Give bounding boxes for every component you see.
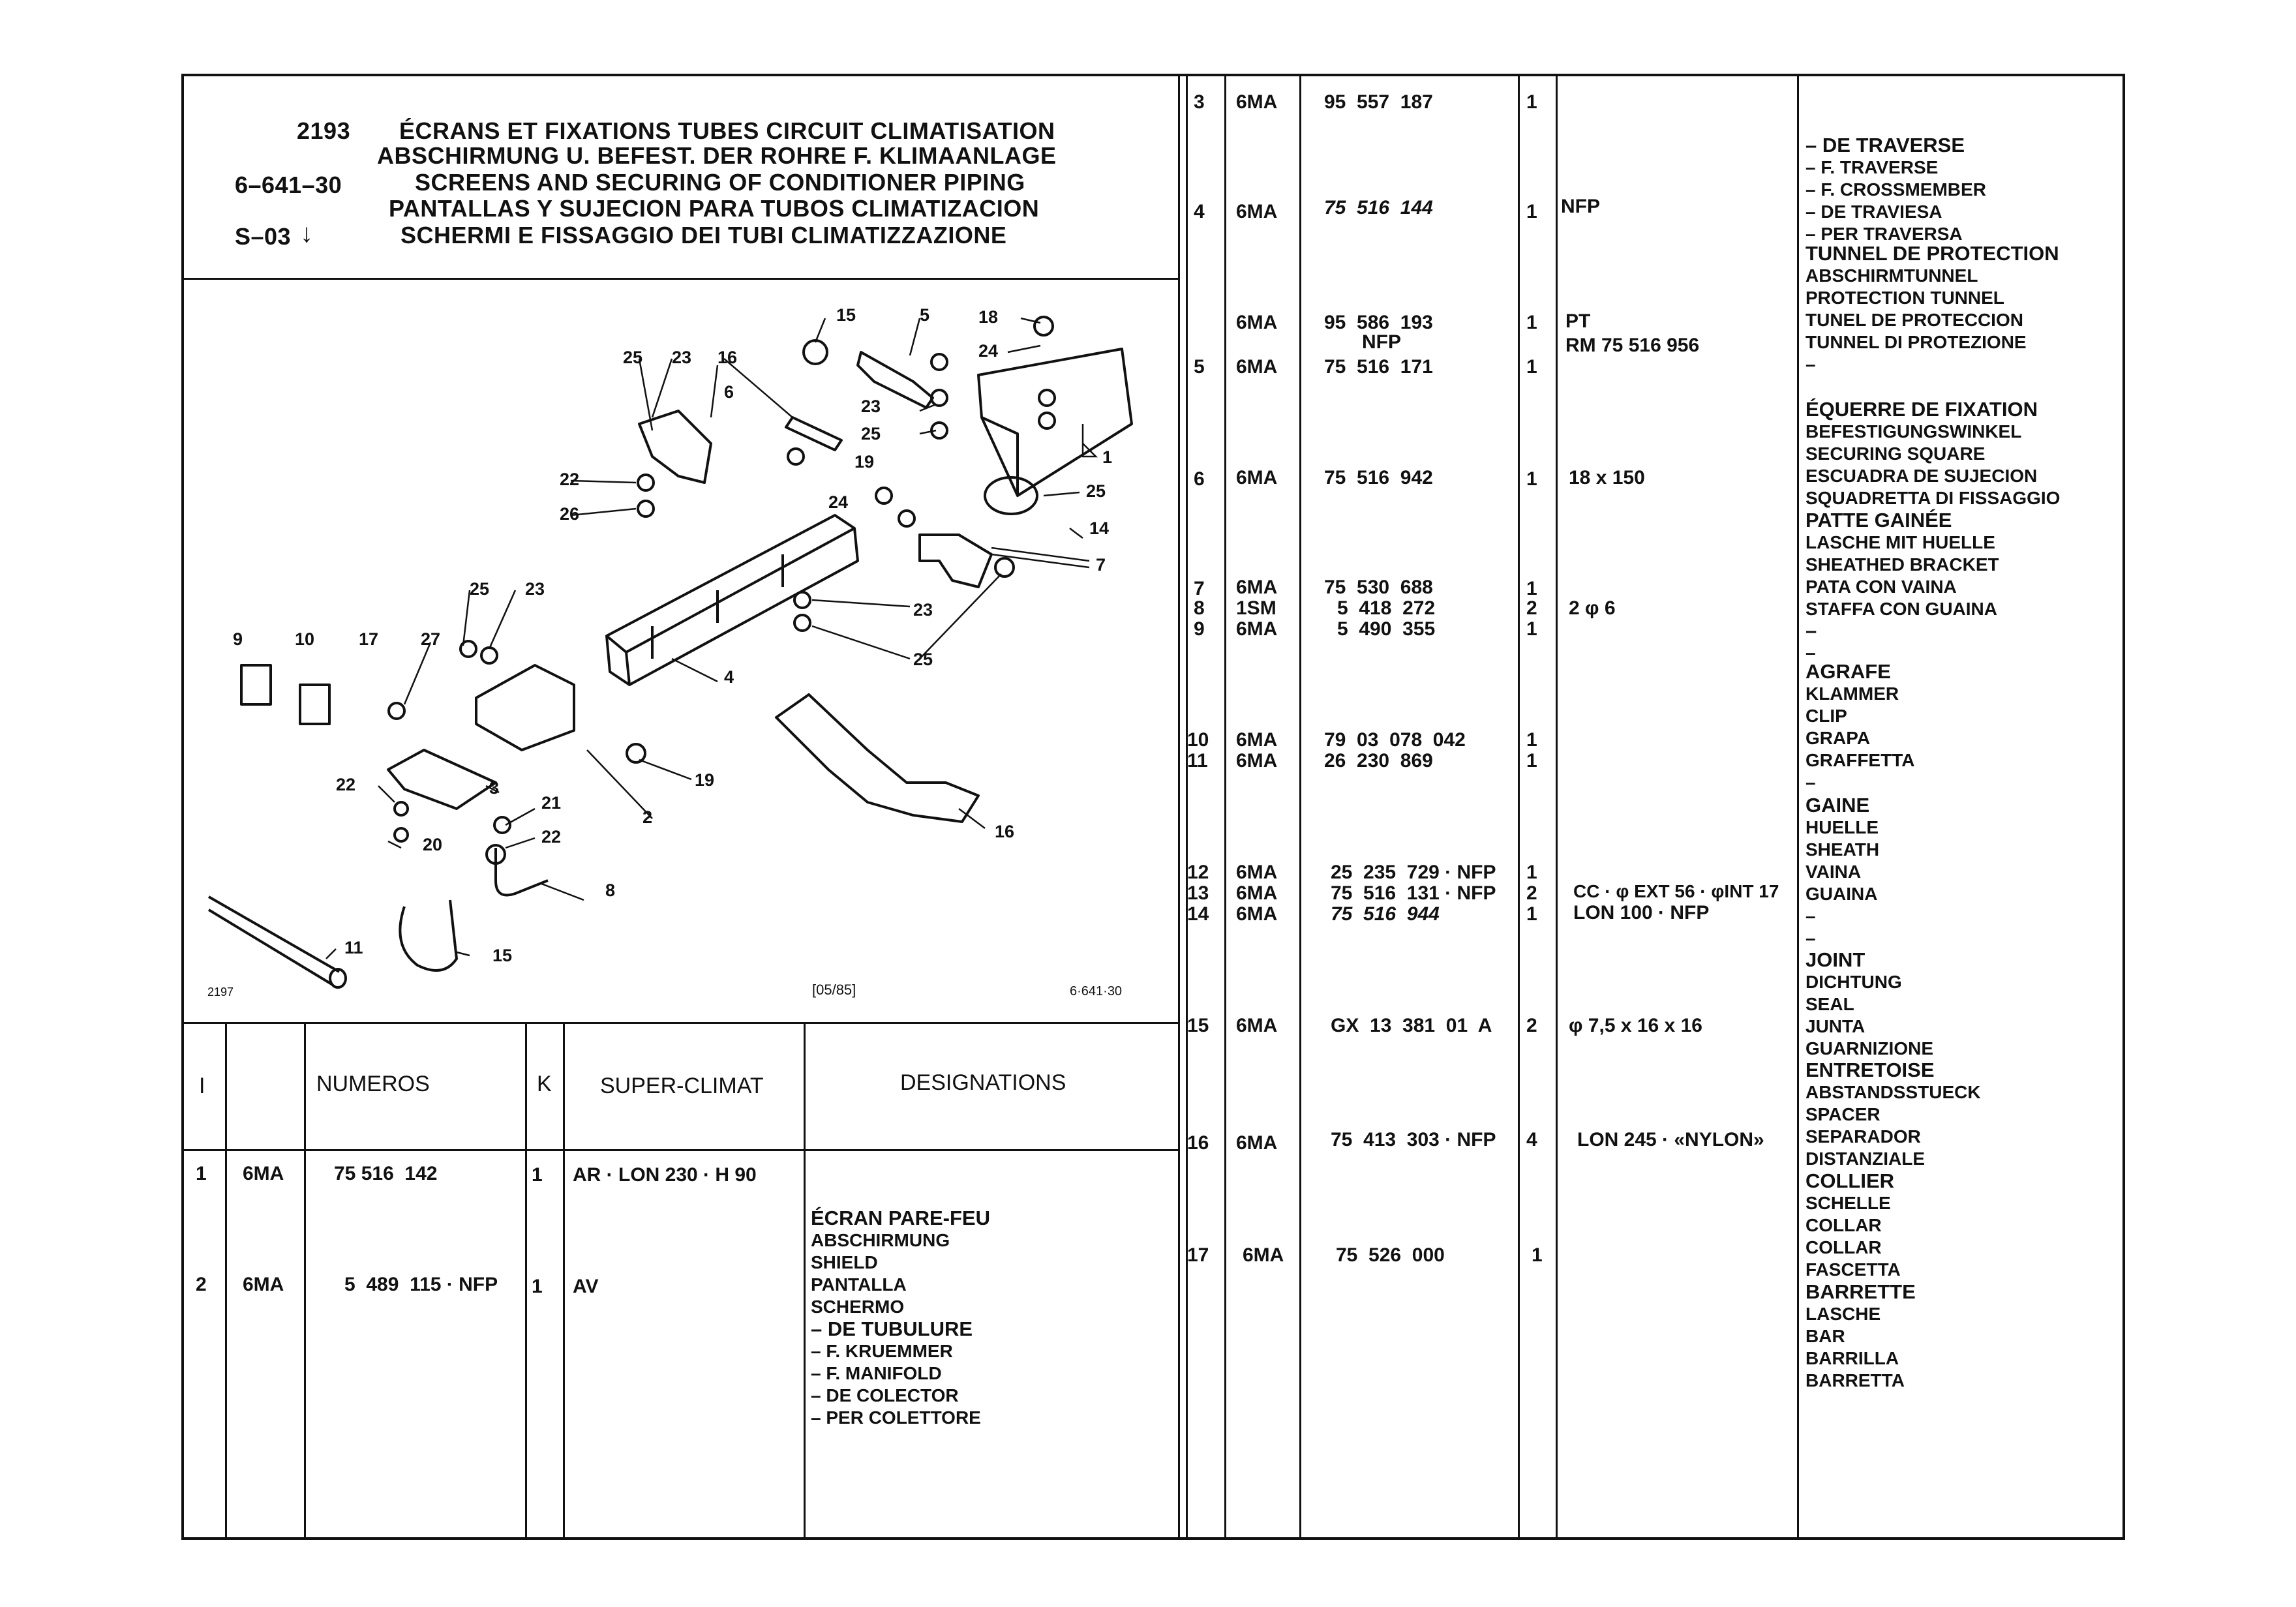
right-designation-tunnel: TUNNEL DE PROTECTION ABSCHIRMTUNNEL PROTECTION TUNNEL TUNEL DE PROTECCION TUNNEL DI PROTEZIONE –: [1805, 242, 2059, 374]
ref-code: 6–641–30: [235, 172, 342, 198]
callout-4: 4: [724, 667, 734, 687]
right-row-number: GX 13 381 01 A: [1331, 1015, 1492, 1036]
right-designation-dash-7: – –: [1805, 619, 1817, 663]
right-designation-agrafe: AGRAFE KLAMMER CLIP GRAPA GRAFFETTA –: [1805, 660, 1915, 792]
callout-23-c: 23: [525, 579, 545, 599]
right-row-qty: 1: [1526, 201, 1537, 222]
callout-23-d: 23: [913, 600, 933, 620]
callout-10: 10: [295, 629, 315, 649]
right-row-qty: 2: [1526, 1015, 1537, 1036]
right-row-family: 6MA: [1236, 467, 1278, 488]
right-row-number: 25 235 729 · NFP: [1331, 862, 1496, 883]
left-row-idx: 2: [196, 1274, 207, 1295]
callout-19-b: 19: [695, 770, 715, 790]
right-row-qty: 1: [1526, 862, 1537, 883]
left-row-number: 5 489 115 · NFP: [344, 1274, 498, 1295]
callout-3: 3: [489, 778, 500, 798]
callout-23-b: 23: [861, 397, 881, 416]
right-row-idx: 6: [1194, 468, 1205, 490]
right-row-qty: 1: [1526, 618, 1537, 640]
right-row-number: 75 530 688: [1324, 577, 1433, 598]
right-row-qty: 1: [1532, 1244, 1543, 1266]
left-row-qty: 1: [532, 1164, 543, 1186]
right-row-idx: 3: [1194, 91, 1205, 113]
sheet-arrow-icon: ↓: [300, 219, 313, 248]
left-row-qty: 1: [532, 1276, 543, 1297]
right-row-family: 6MA: [1236, 729, 1278, 751]
right-row-note: NFP: [1561, 196, 1600, 217]
right-row-idx: 11: [1187, 750, 1208, 772]
right-row-note: 2 φ 6: [1569, 597, 1616, 619]
right-row-family: 6MA: [1236, 91, 1278, 113]
callout-11: 11: [344, 938, 363, 957]
right-designation-traverse: – DE TRAVERSE – F. TRAVERSE – F. CROSSMEMBER – DE TRAVIESA – PER TRAVERSA: [1805, 134, 1986, 244]
right-row-idx: 14: [1187, 903, 1209, 925]
right-row-qty: 1: [1526, 729, 1537, 751]
right-row-qty: 1: [1526, 578, 1537, 599]
left-row-family: 6MA: [243, 1163, 284, 1184]
callout-6: 5: [920, 305, 930, 325]
right-row-note: 18 x 150: [1569, 467, 1645, 488]
right-row-family: 6MA: [1236, 618, 1278, 640]
header-super-climat: SUPER-CLIMAT: [600, 1074, 764, 1098]
right-row-idx: 10: [1187, 729, 1209, 751]
right-row-number: 95 586 193: [1324, 312, 1433, 333]
left-row-number: 75 516 142: [334, 1163, 438, 1184]
right-row-number: 75 413 303 · NFP: [1331, 1129, 1496, 1150]
callout-5: 6: [724, 382, 734, 402]
right-row-family: 6MA: [1236, 1015, 1278, 1036]
right-row-qty: 2: [1526, 597, 1537, 619]
right-row-idx: 5: [1194, 356, 1205, 378]
callout-12: 14: [1089, 518, 1110, 538]
callout-19: 19: [854, 452, 875, 472]
right-row-family: 1SM: [1236, 597, 1276, 619]
right-row-family: 6MA: [1243, 1244, 1284, 1266]
callout-25-e: 25: [913, 650, 933, 669]
right-row-qty: 1: [1526, 903, 1537, 925]
right-row-family: 6MA: [1236, 882, 1278, 904]
right-row-idx: 4: [1194, 201, 1205, 222]
right-row-qty: 4: [1526, 1129, 1537, 1150]
left-row-note: AR · LON 230 · H 90: [573, 1164, 757, 1186]
callout-26: 26: [560, 504, 580, 524]
right-row-family: 6MA: [1236, 356, 1278, 378]
right-designation-patte: PATTE GAINÉE LASCHE MIT HUELLE SHEATHED BRACKET PATA CON VAINA STAFFA CON GUAINA: [1805, 509, 1999, 619]
right-row-qty: 1: [1526, 91, 1537, 113]
right-row-note: CC · φ EXT 56 · φINT 17: [1573, 881, 1779, 901]
callout-25-c: 25: [1086, 481, 1106, 501]
right-designation-barrette: BARRETTE LASCHE BAR BARRILLA BARRETTA: [1805, 1280, 1916, 1390]
title-de: ABSCHIRMUNG U. BEFEST. DER ROHRE F. KLIMAANLAGE: [377, 142, 1057, 169]
right-row-note: PT: [1565, 310, 1591, 332]
callout-25-d: 25: [470, 579, 490, 599]
right-row-family: 6MA: [1236, 862, 1278, 883]
right-row-qty: 1: [1526, 750, 1537, 772]
right-row-idx: 16: [1187, 1132, 1209, 1154]
right-row-family: 6MA: [1236, 577, 1278, 598]
right-row-number: 75 516 171: [1324, 356, 1433, 378]
sheet-code: S–03: [235, 223, 292, 250]
callout-22-a: 22: [560, 470, 580, 489]
callout-24-mid: 24: [828, 492, 849, 512]
figure-number: 2197: [207, 985, 234, 999]
title-es: PANTALLAS Y SUJECION PARA TUBOS CLIMATIZACION: [389, 195, 1040, 222]
right-row-family: 6MA: [1236, 903, 1278, 925]
right-row-idx: 13: [1187, 882, 1209, 904]
right-row-number: 75 516 944: [1331, 903, 1440, 925]
callout-14: 16: [718, 348, 738, 367]
callout-24-top: 24: [978, 341, 999, 361]
right-designation-equerre: ÉQUERRE DE FIXATION BEFESTIGUNGSWINKEL SECURING SQUARE ESCUADRA DE SUJECION SQUADRETTA DI FISSAGGIO: [1805, 398, 2061, 508]
callout-8: 8: [605, 880, 616, 900]
left-row-family: 6MA: [243, 1274, 284, 1295]
callout-2: 2: [642, 807, 653, 827]
figure-date-code: [05/85]: [812, 982, 856, 998]
callout-22-b: 22: [336, 775, 356, 794]
header-numeros: NUMEROS: [316, 1072, 430, 1096]
title-it: SCHERMI E FISSAGGIO DEI TUBI CLIMATIZZAZIONE: [400, 222, 1007, 248]
right-row-number: 79 03 078 042: [1324, 729, 1466, 751]
right-row-family: 6MA: [1236, 1132, 1278, 1154]
right-row-number: 26 230 869: [1324, 750, 1433, 772]
callout-20: 20: [423, 835, 443, 854]
callout-22-c: 22: [541, 827, 562, 847]
right-designation-gaine: GAINE HUELLE SHEATH VAINA GUAINA – –: [1805, 794, 1880, 948]
right-row-number: 95 557 187: [1324, 91, 1433, 113]
right-designation-joint: JOINT DICHTUNG SEAL JUNTA GUARNIZIONE: [1805, 948, 1933, 1059]
right-row-number: 5 490 355: [1337, 618, 1436, 640]
right-row-number: 75 526 000: [1336, 1244, 1445, 1266]
right-row-qty: 1: [1526, 356, 1537, 378]
callout-18: 18: [978, 307, 999, 327]
left-row-designation: – DE TUBULURE – F. KRUEMMER – F. MANIFOLD – DE COLECTOR – PER COLETTORE: [811, 1317, 981, 1428]
callout-17: 16: [995, 822, 1015, 841]
right-row-family: 6MA: [1236, 201, 1278, 222]
header-k: K: [537, 1072, 552, 1096]
callout-7: 7: [1096, 555, 1106, 575]
figure-ref-code: 6·641·30: [1070, 984, 1123, 999]
right-designation-collier: COLLIER SCHELLE COLLAR COLLAR FASCETTA: [1805, 1169, 1901, 1280]
title-en: SCREENS AND SECURING OF CONDITIONER PIPING: [415, 169, 1025, 196]
right-row-number: 75 516 144: [1324, 197, 1433, 218]
right-row-number-suffix: NFP: [1362, 331, 1401, 353]
callout-23-a: 23: [672, 348, 692, 367]
callout-1: 1: [1102, 447, 1113, 467]
callout-9: 9: [233, 629, 243, 649]
right-designation-entretoise: ENTRETOISE ABSTANDSSTUECK SPACER SEPARADOR DISTANZIALE: [1805, 1059, 1981, 1169]
callout-25-b: 25: [861, 424, 881, 443]
right-row-idx: 7: [1194, 578, 1205, 599]
title-fr: ÉCRANS ET FIXATIONS TUBES CIRCUIT CLIMATISATION: [399, 117, 1055, 144]
right-row-note-2: RM 75 516 956: [1565, 335, 1700, 356]
right-row-idx: 17: [1187, 1244, 1209, 1266]
callout-27: 27: [421, 629, 441, 649]
callout-13: 15: [836, 305, 856, 325]
header-designations: DESIGNATIONS: [900, 1070, 1066, 1095]
right-row-number: 75 516 942: [1324, 467, 1433, 488]
callout-16: 15: [492, 946, 513, 965]
callout-25-a: 25: [623, 348, 643, 367]
right-row-idx: 15: [1187, 1015, 1209, 1036]
right-row-idx: 8: [1194, 597, 1205, 619]
header-index: I: [199, 1074, 205, 1098]
right-row-number: 75 516 131 · NFP: [1331, 882, 1496, 904]
right-row-note: LON 245 · «NYLON»: [1577, 1129, 1764, 1150]
right-row-qty: 1: [1526, 468, 1537, 490]
callout-21: 21: [541, 793, 562, 813]
right-row-note: φ 7,5 x 16 x 16: [1569, 1015, 1702, 1036]
right-row-qty: 1: [1526, 312, 1537, 333]
left-row-note: AV: [573, 1276, 599, 1297]
group-code: 2193: [297, 117, 351, 144]
left-row-designation: ÉCRAN PARE-FEU ABSCHIRMUNG SHIELD PANTALLA SCHERMO: [811, 1207, 990, 1317]
callout-15: 17: [359, 629, 379, 649]
left-row-idx: 1: [196, 1163, 207, 1184]
right-row-idx: 9: [1194, 618, 1205, 640]
right-row-qty: 2: [1526, 882, 1537, 904]
right-row-note: LON 100 · NFP: [1573, 902, 1710, 924]
right-row-family: 6MA: [1236, 312, 1278, 333]
right-row-idx: 12: [1187, 862, 1209, 883]
right-row-family: 6MA: [1236, 750, 1278, 772]
right-row-number: 5 418 272: [1337, 597, 1436, 619]
